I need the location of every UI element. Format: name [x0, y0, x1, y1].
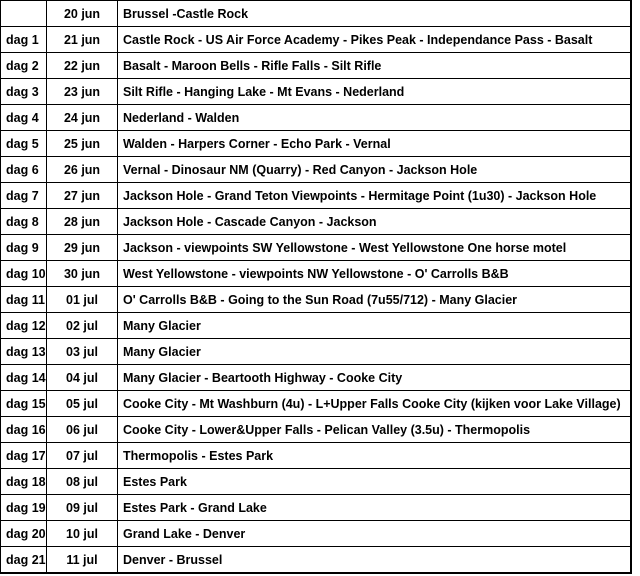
route-cell: Castle Rock - US Air Force Academy - Pikes Peak - Independance Pass - Basalt	[118, 27, 632, 53]
day-cell: dag 19	[1, 495, 47, 521]
table-row	[1, 417, 632, 443]
route-cell: Silt Rifle - Hanging Lake - Mt Evans - Nederland	[118, 79, 632, 105]
date-cell: 27 jun	[47, 183, 118, 209]
day-cell: dag 1	[1, 27, 47, 53]
day-cell: dag 10	[1, 261, 47, 287]
table-row	[1, 235, 632, 261]
table-row	[1, 443, 632, 469]
date-cell: 21 jun	[47, 27, 118, 53]
route-cell: Many Glacier	[118, 313, 632, 339]
table-row	[1, 1, 632, 27]
date-cell: 02 jul	[47, 313, 118, 339]
table-row	[1, 287, 632, 313]
date-cell: 23 jun	[47, 79, 118, 105]
day-cell	[1, 1, 47, 27]
table-row	[1, 105, 632, 131]
table-row	[1, 183, 632, 209]
day-cell: dag 6	[1, 157, 47, 183]
route-cell: West Yellowstone - viewpoints NW Yellowstone - O' Carrolls B&B	[118, 261, 632, 287]
day-cell: dag 21	[1, 547, 47, 574]
day-cell: dag 18	[1, 469, 47, 495]
date-cell: 01 jul	[47, 287, 118, 313]
day-cell: dag 20	[1, 521, 47, 547]
route-cell: Denver - Brussel	[118, 547, 632, 574]
date-cell: 11 jul	[47, 547, 118, 574]
date-cell: 03 jul	[47, 339, 118, 365]
table-row	[1, 79, 632, 105]
day-cell: dag 12	[1, 313, 47, 339]
day-cell: dag 16	[1, 417, 47, 443]
day-cell: dag 11	[1, 287, 47, 313]
route-cell: Thermopolis - Estes Park	[118, 443, 632, 469]
table-row	[1, 469, 632, 495]
route-cell: Jackson - viewpoints SW Yellowstone - West Yellowstone One horse motel	[118, 235, 632, 261]
day-cell: dag 15	[1, 391, 47, 417]
date-cell: 29 jun	[47, 235, 118, 261]
route-cell: Nederland - Walden	[118, 105, 632, 131]
date-cell: 24 jun	[47, 105, 118, 131]
day-cell: dag 14	[1, 365, 47, 391]
route-cell: Cooke City - Mt Washburn (4u) - L+Upper Falls Cooke City (kijken voor Lake Village)	[118, 391, 632, 417]
day-cell: dag 8	[1, 209, 47, 235]
day-cell: dag 13	[1, 339, 47, 365]
table-row	[1, 131, 632, 157]
route-cell: Basalt - Maroon Bells - Rifle Falls - Silt Rifle	[118, 53, 632, 79]
route-cell: Walden - Harpers Corner - Echo Park - Vernal	[118, 131, 632, 157]
date-cell: 30 jun	[47, 261, 118, 287]
day-cell: dag 17	[1, 443, 47, 469]
route-cell: Brussel -Castle Rock	[118, 1, 632, 27]
date-cell: 08 jul	[47, 469, 118, 495]
route-cell: Many Glacier - Beartooth Highway - Cooke City	[118, 365, 632, 391]
date-cell: 28 jun	[47, 209, 118, 235]
table-row	[1, 391, 632, 417]
date-cell: 10 jul	[47, 521, 118, 547]
table-row	[1, 547, 632, 574]
route-cell: Cooke City - Lower&Upper Falls - Pelican Valley (3.5u) - Thermopolis	[118, 417, 632, 443]
route-cell: Jackson Hole - Cascade Canyon - Jackson	[118, 209, 632, 235]
date-cell: 06 jul	[47, 417, 118, 443]
date-cell: 20 jun	[47, 1, 118, 27]
route-cell: Estes Park	[118, 469, 632, 495]
day-cell: dag 3	[1, 79, 47, 105]
date-cell: 05 jul	[47, 391, 118, 417]
table-row	[1, 209, 632, 235]
table-row	[1, 27, 632, 53]
table-row	[1, 53, 632, 79]
table-row	[1, 495, 632, 521]
date-cell: 25 jun	[47, 131, 118, 157]
route-cell: O' Carrolls B&B - Going to the Sun Road (7u55/712) - Many Glacier	[118, 287, 632, 313]
table-row	[1, 365, 632, 391]
date-cell: 22 jun	[47, 53, 118, 79]
date-cell: 26 jun	[47, 157, 118, 183]
table-row	[1, 261, 632, 287]
table-row	[1, 313, 632, 339]
day-cell: dag 4	[1, 105, 47, 131]
route-cell: Grand Lake - Denver	[118, 521, 632, 547]
day-cell: dag 5	[1, 131, 47, 157]
date-cell: 09 jul	[47, 495, 118, 521]
table-row	[1, 157, 632, 183]
table-row	[1, 339, 632, 365]
route-cell: Vernal - Dinosaur NM (Quarry) - Red Canyon - Jackson Hole	[118, 157, 632, 183]
day-cell: dag 7	[1, 183, 47, 209]
day-cell: dag 2	[1, 53, 47, 79]
route-cell: Jackson Hole - Grand Teton Viewpoints - Hermitage Point (1u30) - Jackson Hole	[118, 183, 632, 209]
route-cell: Many Glacier	[118, 339, 632, 365]
date-cell: 04 jul	[47, 365, 118, 391]
date-cell: 07 jul	[47, 443, 118, 469]
day-cell: dag 9	[1, 235, 47, 261]
route-cell: Estes Park - Grand Lake	[118, 495, 632, 521]
table-row	[1, 521, 632, 547]
itinerary-body	[1, 1, 632, 574]
